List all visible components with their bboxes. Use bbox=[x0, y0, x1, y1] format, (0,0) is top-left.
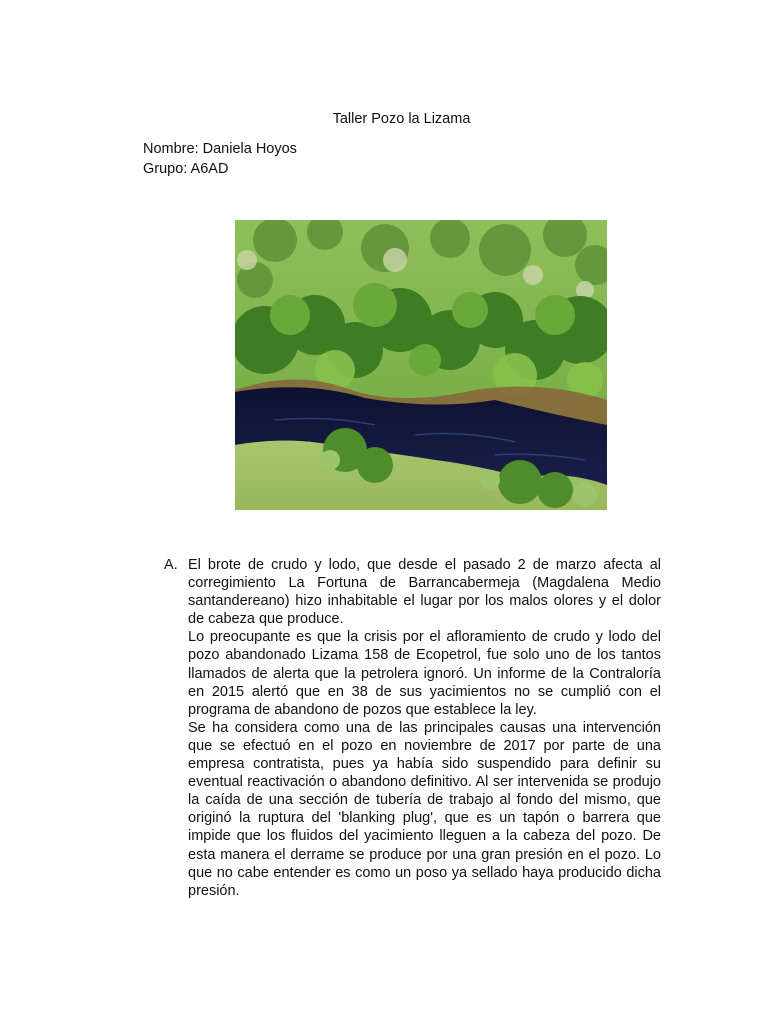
paragraph: El brote de crudo y lodo, que desde el pasado 2 de marzo afecta al corregimiento La Fortuna de Barrancabermeja (Magdalena Medio santandereano) hizo inhabitable el lugar por los malos olores y el dolor de cabeza que produce. bbox=[188, 557, 661, 628]
list-item-marker: A. bbox=[164, 557, 178, 573]
student-group: Grupo: A6AD bbox=[143, 161, 229, 177]
section-a-body bbox=[188, 556, 661, 900]
paragraph: Se ha considera como una de las principales causas una intervención que se efectuó en el pozo en noviembre de 2017 por parte de una empresa contratista, pues ya había sido suspendido para definir su eventual reactivación o abandono definitivo. Al ser intervenida se produjo la caída de una sección de tubería de trabajo al fondo del mismo, que originó la ruptura del 'blanking plug', que es un tapón o barrera que impide que los fluidos del yacimiento lleguen a la cabeza del pozo. De esta manera el derrame se produce por una gran presión en el pozo. Lo que no cabe entender es como un poso ya sellado haya producido dicha presión. bbox=[188, 719, 661, 899]
document-title: Taller Pozo la Lizama bbox=[332, 111, 471, 127]
student-name: Nombre: Daniela Hoyos bbox=[143, 141, 297, 157]
paragraph: Lo preocupante es que la crisis por el afloramiento de crudo y lodo del pozo abandonado Lizama 158 de Ecopetrol, fue solo uno de los tantos llamados de alerta que la petrolera ignoró. Un informe de la Contraloría en 2015 alertó que en 38 de sus yacimientos no se cumplió con el programa de abandono de pozos que establece la ley. bbox=[188, 629, 661, 718]
oil-spill-photo bbox=[235, 220, 607, 510]
